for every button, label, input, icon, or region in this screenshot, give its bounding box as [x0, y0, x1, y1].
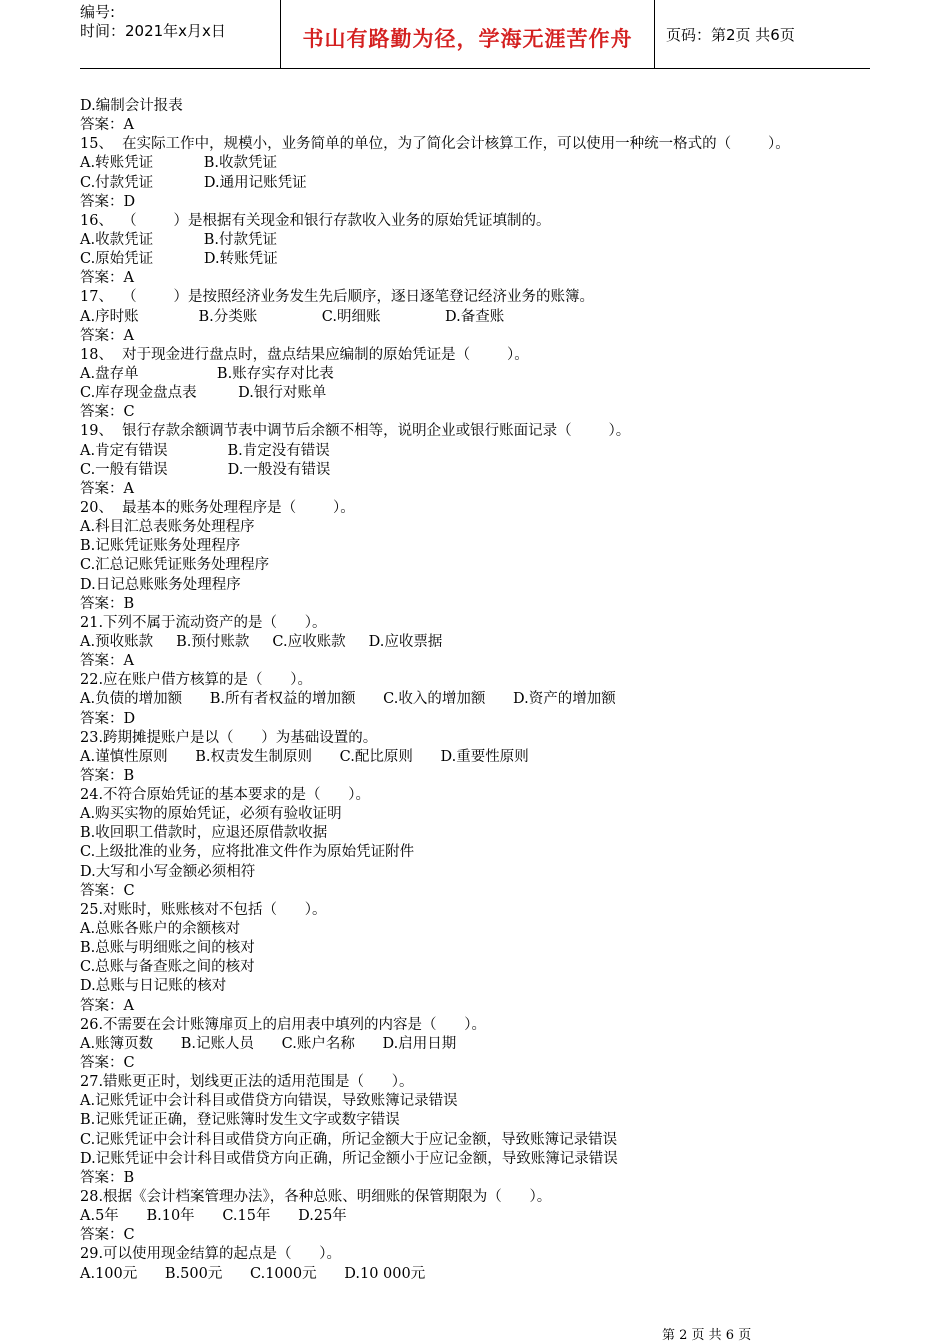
text-line: A.转账凭证 B.收款凭证	[80, 155, 278, 172]
text-line: 28.根据《会计档案管理办法》，各种总账、明细账的保管期限为（ ）。	[80, 1189, 552, 1206]
text-line: C.上级批准的业务，应将批准文件作为原始凭证附件	[80, 844, 415, 861]
text-line: 答案：A	[80, 653, 134, 670]
text-line: 23.跨期摊提账户是以（ ）为基础设置的。	[80, 729, 378, 746]
text-line: C.原始凭证 D.转账凭证	[80, 251, 278, 268]
document-body	[80, 97, 920, 1284]
text-line: A.账簿页数 B.记账人员 C.账户名称 D.启用日期	[80, 1035, 457, 1052]
text-line: A.记账凭证中会计科目或借贷方向错误，导致账簿记录错误	[80, 1093, 458, 1110]
text-line: B.记账凭证账务处理程序	[80, 538, 241, 555]
text-line: 20、 最基本的账务处理程序是（ ）。	[80, 499, 355, 516]
text-line: 24.不符合原始凭证的基本要求的是（ ）。	[80, 787, 370, 804]
text-line: A.100元 B.500元 C.1000元 D.10 000元	[80, 1265, 426, 1282]
text-line: A.盘存单 B.账存实存对比表	[80, 365, 334, 382]
text-line: A.序时账 B.分类账 C.明细账 D.备查账	[80, 308, 505, 325]
text-line: C.库存现金盘点表 D.银行对账单	[80, 385, 327, 402]
text-line: C.记账凭证中会计科目或借贷方向正确，所记金额大于应记金额，导致账簿记录错误	[80, 1131, 618, 1148]
text-line: A.收款凭证 B.付款凭证	[80, 231, 278, 248]
text-line: 答案：B	[80, 1169, 135, 1186]
text-line: 答案：C	[80, 1227, 135, 1244]
text-line: A.预收账款 B.预付账款 C.应收账款 D.应收票据	[80, 633, 443, 650]
text-line: 答案：B	[80, 595, 135, 612]
text-line: 29.可以使用现金结算的起点是（ ）。	[80, 1246, 341, 1263]
text-line: 25.对账时，账账核对不包括（ ）。	[80, 901, 327, 918]
text-line: 答案：A	[80, 480, 134, 497]
text-line: B.收回职工借款时，应退还原借款收据	[80, 825, 328, 842]
text-line: A.谨慎性原则 B.权责发生制原则 C.配比原则 D.重要性原则	[80, 748, 529, 765]
text-line: A.科目汇总表账务处理程序	[80, 519, 255, 536]
text-line: 答案：C	[80, 404, 135, 421]
text-line: 答案：D	[80, 193, 136, 210]
text-line: B.总账与明细账之间的核对	[80, 940, 255, 957]
text-line: 答案：B	[80, 767, 135, 784]
text-line: 答案：A	[80, 117, 134, 134]
text-line: D.总账与日记账的核对	[80, 978, 227, 995]
header-page-info	[666, 0, 866, 68]
text-line: A.负债的增加额 B.所有者权益的增加额 C.收入的增加额 D.资产的增加额	[80, 691, 616, 708]
text-line: D.编制会计报表	[80, 98, 183, 114]
text-line: 答案：A	[80, 270, 134, 287]
text-line: C.一般有错误 D.一般没有错误	[80, 461, 331, 478]
header-divider	[654, 0, 655, 68]
text-line: 答案：A	[80, 327, 134, 344]
text-line: A.5年 B.10年 C.15年 D.25年	[80, 1208, 347, 1225]
header-meta	[80, 0, 280, 68]
text-line: 18、 对于现金进行盘点时，盘点结果应编制的原始凭证是（ ）。	[80, 346, 529, 363]
text-line: 答案：C	[80, 1055, 135, 1072]
text-line: 19、 银行存款余额调节表中调节后余额不相等，说明企业或银行账面记录（ ）。	[80, 423, 631, 440]
text-line: A.购买实物的原始凭证，必须有验收证明	[80, 806, 342, 823]
text-line: B.记账凭证正确，登记账簿时发生文字或数字错误	[80, 1112, 400, 1129]
text-line: 21.下列不属于流动资产的是（ ）。	[80, 614, 327, 631]
text-line: A.肯定有错误 B.肯定没有错误	[80, 442, 330, 459]
header-motto	[281, 0, 654, 68]
text-line: 16、 （ ）是根据有关现金和银行存款收入业务的原始凭证填制的。	[80, 212, 551, 229]
text-line: 答案：C	[80, 882, 135, 899]
text-line: 答案：A	[80, 997, 134, 1014]
text-line: 22.应在账户借方核算的是（ ）。	[80, 672, 312, 689]
text-line: 17、 （ ）是按照经济业务发生先后顺序，逐日逐笔登记经济业务的账簿。	[80, 289, 595, 306]
text-line: A.总账各账户的余额核对	[80, 921, 241, 938]
page-info-text: 页码：第2页 共6页	[666, 26, 795, 44]
text-line: 15、 在实际工作中，规模小，业务简单的单位，为了简化会计核算工作，可以使用一种统一格式的（ ）。	[80, 136, 790, 153]
text-line: D.大写和小写金额必须相符	[80, 863, 256, 880]
text-line: C.汇总记账凭证账务处理程序	[80, 557, 270, 574]
text-line: 27.错账更正时，划线更正法的适用范围是（ ）。	[80, 1074, 414, 1091]
motto-text: 书山有路勤为径，学海无涯苦作舟	[302, 26, 633, 51]
text-line: C.总账与备查账之间的核对	[80, 959, 255, 976]
text-line: D.记账凭证中会计科目或借贷方向正确，所记金额小于应记金额，导致账簿记录错误	[80, 1150, 618, 1167]
text-line: 答案：D	[80, 710, 136, 727]
text-line: C.付款凭证 D.通用记账凭证	[80, 174, 307, 191]
text-line: 26.不需要在会计账簿扉页上的启用表中填列的内容是（ ）。	[80, 1016, 486, 1033]
text-line: D.日记总账账务处理程序	[80, 576, 241, 593]
page-header	[80, 0, 870, 69]
number-label: 编号:	[80, 3, 116, 21]
time-label: 时间：2021年x月x日	[80, 22, 226, 40]
page-footer: 第 2 页 共 6 页	[662, 1328, 752, 1343]
